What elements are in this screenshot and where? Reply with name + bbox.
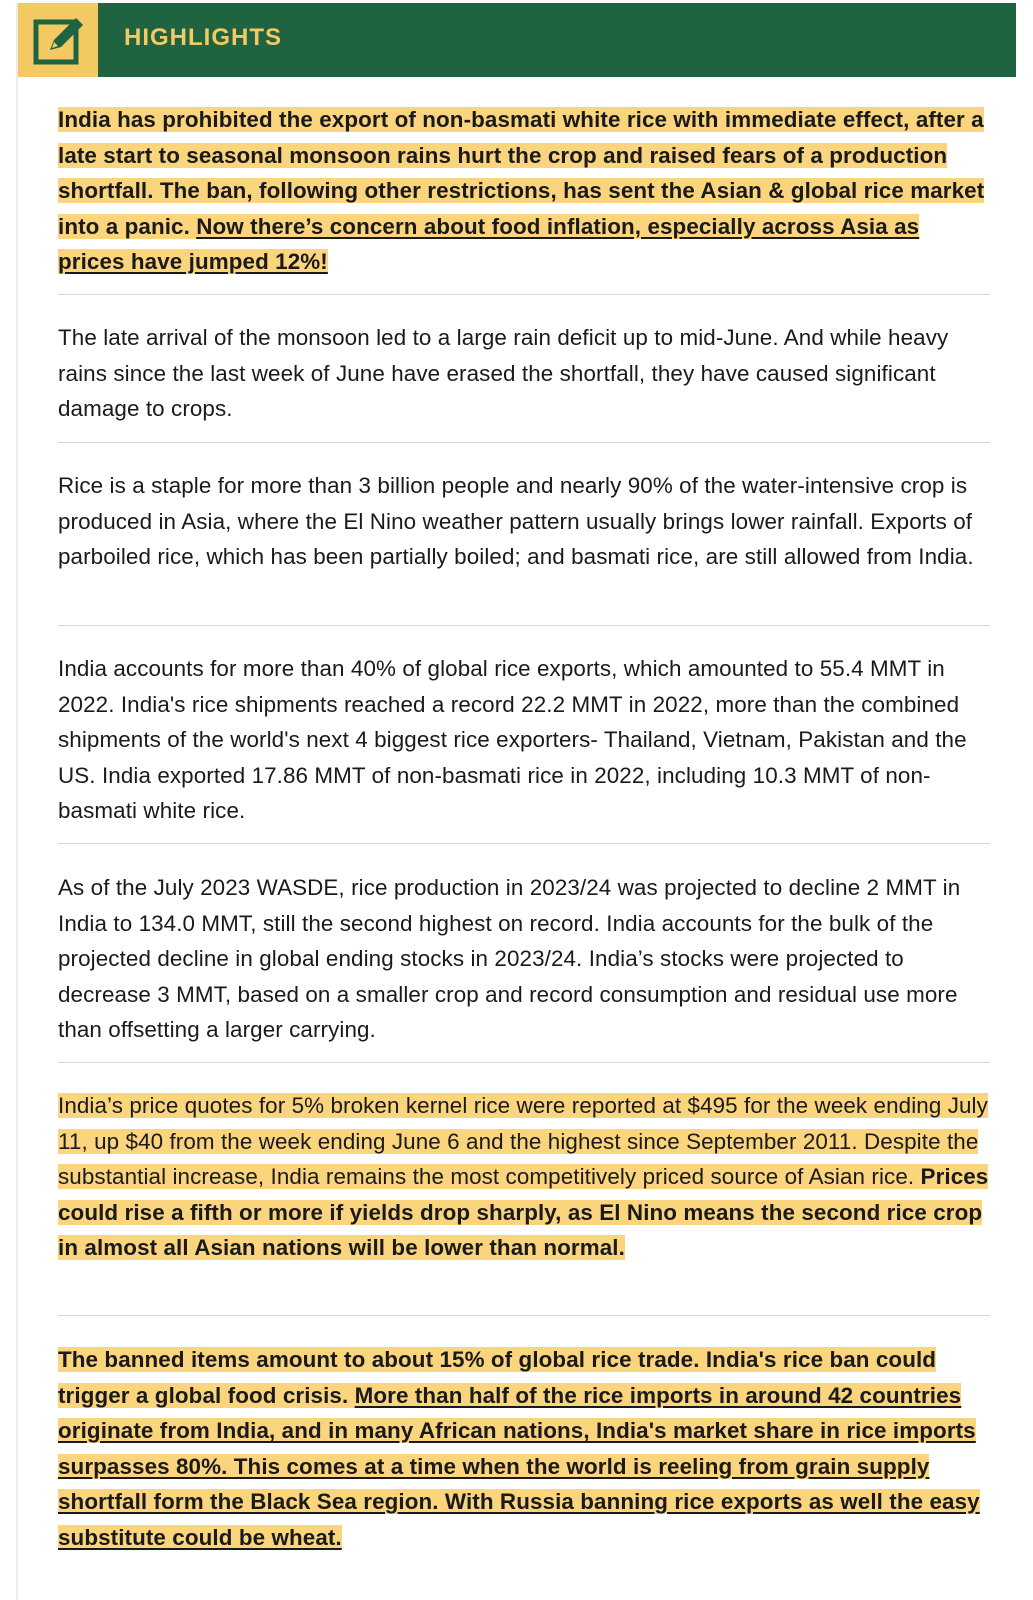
paragraph-export-ban (58, 102, 990, 280)
header-title: HIGHLIGHTS (124, 24, 282, 51)
section-divider (58, 1315, 990, 1316)
paragraph-export-share (58, 651, 990, 829)
highlighted-underlined-text: Now there’s concern about food inflation, especially across Asia as prices have jumped 12%! (58, 213, 920, 274)
paragraph-text: Rice is a staple for more than 3 billion people and nearly 90% of the water-intensive crop is produced in Asia, where the El Nino weather pattern usually brings lower rainfall. Exports of parboiled rice, which has been partially boiled; and basmati rice, are still allowed from India. (58, 473, 974, 569)
highlighted-bold-text: Prices could rise a fifth or more if yields drop sharply, as El Nino means the second rice crop in almost all Asian nations will be lower than normal. (58, 1164, 989, 1260)
header-bar (18, 3, 1016, 77)
paragraph-monsoon (58, 320, 990, 427)
paragraph-text: India accounts for more than 40% of global rice exports, which amounted to 55.4 MMT in 2022. India's rice shipments reached a record 22.2 MMT in 2022, more than the combined shipments of the world's next 4 biggest rice exporters- Thailand, Vietnam, Pakistan and the US. India exported 17.86 MMT of non-basmati rice in 2022, including 10.3 MMT of non-basmati white rice. (58, 656, 967, 823)
section-divider (58, 294, 990, 295)
header-icon-box (18, 3, 98, 77)
highlights-panel (16, 3, 1018, 1600)
paragraph-text: The late arrival of the monsoon led to a large rain deficit up to mid-June. And while heavy rains since the last week of June have erased the shortfall, they have caused significant damage to crops. (58, 325, 949, 421)
section-divider (58, 843, 990, 844)
highlighted-bold-text: The banned items amount to about 15% of global rice trade. India's rice ban could trigger a global food crisis. (58, 1347, 937, 1408)
paragraph-wasde (58, 870, 990, 1048)
paragraph-text: As of the July 2023 WASDE, rice production in 2023/24 was projected to decline 2 MMT in India to 134.0 MMT, still the second highest on record. India accounts for the bulk of the projected decline in global ending stocks in 2023/24. India’s stocks were projected to decrease 3 MMT, based on a smaller crop and record consumption and residual use more than offsetting a larger carrying. (58, 875, 961, 1042)
highlighted-underlined-text: More than half of the rice imports in around 42 countries originate from India, and in many African nations, India's market share in rice imports surpasses 80%. This comes at a time when the world is reeling from grain supply shortfall form the Black Sea region. With Russia banning rice exports as well the easy substitute could be wheat. (58, 1382, 980, 1550)
highlighted-bold-text: India has prohibited the export of non-basmati white rice with immediate effect, after a late start to seasonal monsoon rains hurt the crop and raised fears of a production shortfall. The ban, following other restrictions, has sent the Asian & global rice market into a panic. (58, 107, 985, 239)
section-divider (58, 625, 990, 626)
paragraph-rice-staple (58, 468, 990, 575)
paragraph-food-crisis (58, 1342, 990, 1555)
section-divider (58, 442, 990, 443)
section-divider (58, 1062, 990, 1063)
edit-note-icon (30, 12, 86, 68)
highlighted-text: India’s price quotes for 5% broken kernel rice were reported at $495 for the week ending July 11, up $40 from the week ending June 6 and the highest since September 2011. Despite the substantial increase, India remains the most competitively priced source of Asian rice. (58, 1093, 988, 1189)
paragraph-price-quotes (58, 1088, 990, 1266)
